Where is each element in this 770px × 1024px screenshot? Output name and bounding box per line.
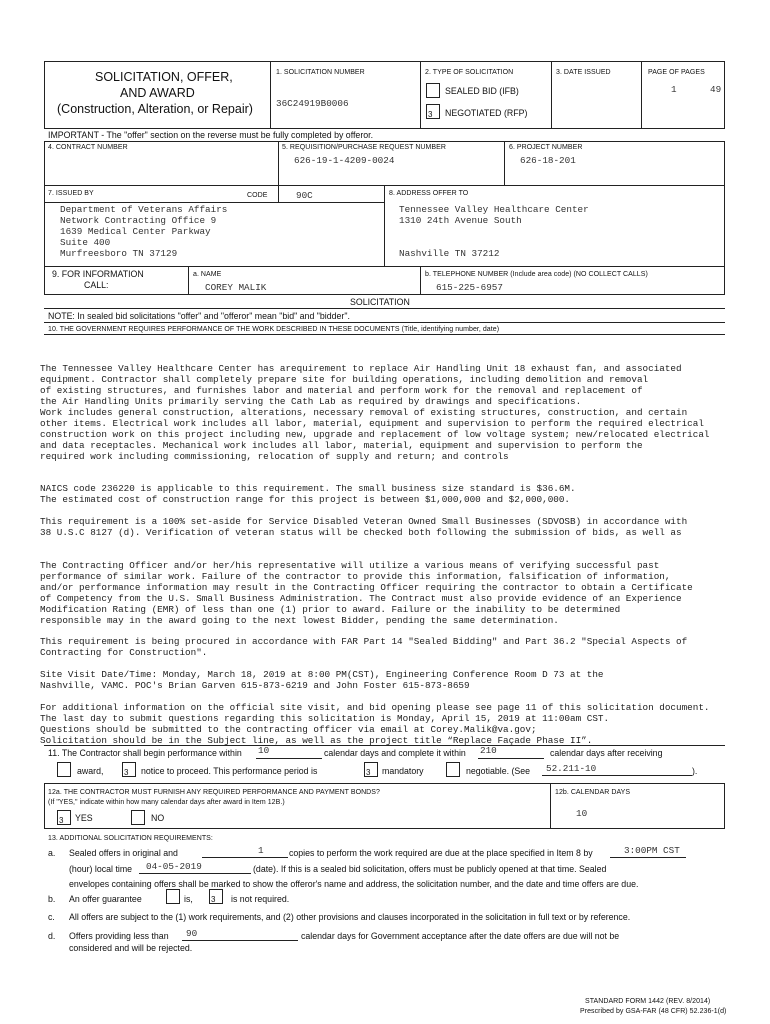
item-13d-text1: Offers providing less than xyxy=(69,931,169,941)
award-label: award, xyxy=(77,766,104,776)
issued-by-line-2: Network Contracting Office 9 xyxy=(60,215,217,226)
description-line: The estimated cost of construction range for this project is between $1,000,000 and $2,000,000. xyxy=(40,494,571,505)
contact-name-label: a. NAME xyxy=(193,271,222,278)
description-line: NAICS code 236220 is applicable to this requirement. The small business size standard is $36.6M. xyxy=(40,483,576,494)
requisition-value[interactable]: 626-19-1-4209-0024 xyxy=(294,155,395,166)
item-11-text-a: 11. The Contractor shall begin performance within xyxy=(48,748,242,758)
start-days-value[interactable]: 10 xyxy=(258,745,270,756)
issued-by-line-5: Murfreesboro TN 37129 xyxy=(60,248,178,259)
item-13b-letter: b. xyxy=(48,894,56,904)
calendar-days-value[interactable]: 10 xyxy=(576,808,588,819)
description-line: equipment. Contractor shall completely prepare site for building operations, including demolition and removal xyxy=(40,374,649,385)
description-line: 38 U.S.C 8127 (d). Verification of veteran status will be checked both following the submission of bids, as well as xyxy=(40,527,682,538)
item-13c-text: All offers are subject to the (1) work requirements, and (2) other provisions and clauses incorporated in the solicitation in full text or by reference. xyxy=(69,912,631,922)
item-13d-letter: d. xyxy=(48,931,56,941)
info-call-label-2: CALL: xyxy=(84,280,109,290)
important-note: IMPORTANT - The "offer" section on the reverse must be fully completed by offeror. xyxy=(48,130,374,140)
description-line: required work including commissioning, relocation of supply and return; and controls xyxy=(40,451,509,462)
sealed-bid-checkbox[interactable] xyxy=(426,83,440,98)
guarantee-is-checkbox[interactable] xyxy=(166,889,180,904)
negotiable-checkbox[interactable] xyxy=(446,762,460,777)
description-line: The last day to submit questions regarding this solicitation is Monday, April 15, 2019 at 11:00am CST. xyxy=(40,713,610,724)
info-call-label-1: 9. FOR INFORMATION xyxy=(52,269,144,279)
issued-by-line-1: Department of Veterans Affairs xyxy=(60,204,228,215)
telephone-value[interactable]: 615-225-6957 xyxy=(436,282,503,293)
description-line: The Contracting Officer and/or her/his representative will utilize a various means of verifying successful past xyxy=(40,560,660,571)
project-number-value[interactable]: 626-18-201 xyxy=(520,155,576,166)
description-line: Work includes general construction, alterations, necessary removal of existing structures, construction, and certain xyxy=(40,407,688,418)
notice-to-proceed-checkbox[interactable] xyxy=(122,762,136,777)
issued-by-line-3: 1639 Medical Center Parkway xyxy=(60,226,211,237)
due-time-value[interactable]: 3:00PM CST xyxy=(624,845,680,856)
contract-number-label: 4. CONTRACT NUMBER xyxy=(48,144,128,151)
description-line: Questions should be submitted to the contracting officer via email at Corey.Malik@va.gov; xyxy=(40,724,537,735)
bonds-label: 12a. THE CONTRACTOR MUST FURNISH ANY REQUIRED PERFORMANCE AND PAYMENT BONDS? xyxy=(48,789,380,796)
solicitation-type-label: 2. TYPE OF SOLICITATION xyxy=(425,69,514,76)
item-13a-text3: (hour) local time xyxy=(69,864,133,874)
address-offer-line-4: Nashville TN 37212 xyxy=(399,248,500,259)
item-13a-text4: (date). If this is a sealed bid solicitation, offers must be publicly opened at that time. Sealed xyxy=(253,864,607,874)
complete-days-value[interactable]: 210 xyxy=(480,745,497,756)
bonds-yes-label: YES xyxy=(75,813,93,823)
description-line: and/or performance information may result in the Contracting Officer requiring the contractor to obtain a Certificate xyxy=(40,582,693,593)
date-issued-label: 3. DATE ISSUED xyxy=(556,69,611,76)
item-13a-text1: Sealed offers in original and xyxy=(69,848,178,858)
item-13c-letter: c. xyxy=(48,912,55,922)
mandatory-checkbox[interactable] xyxy=(364,762,378,777)
negotiated-checkbox[interactable] xyxy=(426,104,440,119)
issued-by-line-4: Suite 400 xyxy=(60,237,111,248)
additional-requirements-label: 13. ADDITIONAL SOLICITATION REQUIREMENTS: xyxy=(48,835,213,842)
bonds-yes-check-mark: 3 xyxy=(59,816,64,825)
acceptance-days-value[interactable]: 90 xyxy=(186,928,198,939)
form-number: STANDARD FORM 1442 (REV. 8/2014) xyxy=(585,998,711,1005)
guarantee-not-check-mark: 3 xyxy=(211,895,216,904)
notice-check-mark: 3 xyxy=(124,768,129,777)
guarantee-is-label: is, xyxy=(184,894,193,904)
solicitation-number-value[interactable]: 36C24919B0006 xyxy=(276,98,349,109)
negotiated-label: NEGOTIATED (RFP) xyxy=(445,108,528,118)
page-total: 49 xyxy=(710,84,722,95)
description-line: Modification Rating (EMR) of less than one (1) prior to award. Failure or the inability to be determined xyxy=(40,604,621,615)
negotiable-label: negotiable. (See xyxy=(466,766,531,776)
project-number-label: 6. PROJECT NUMBER xyxy=(509,144,583,151)
contact-name-value[interactable]: COREY MALIK xyxy=(205,282,267,293)
code-label: CODE xyxy=(247,192,268,199)
guarantee-not-checkbox[interactable] xyxy=(209,889,223,904)
page-of-pages-label: PAGE OF PAGES xyxy=(648,69,705,76)
item-13d-text2: calendar days for Government acceptance after the date offers are due will not be xyxy=(301,931,620,941)
description-line: construction work on this project including new, upgrade and replacement of low voltage system; new/relocated electrical xyxy=(40,429,710,440)
description-line: performance of similar work. Failure of the contractor to provide this information, falsification of information, xyxy=(40,571,671,582)
see-clause-value[interactable]: 52.211-10 xyxy=(546,763,597,774)
sealed-bid-label: SEALED BID (IFB) xyxy=(445,86,519,96)
description-line: Solicitation should be in the Subject line, as well as the project title “Replace Façade Phase II”. xyxy=(40,735,593,746)
mandatory-check-mark: 3 xyxy=(366,768,371,777)
form-title-line3: (Construction, Alteration, or Repair) xyxy=(57,102,253,116)
item-10-label: 10. THE GOVERNMENT REQUIRES PERFORMANCE OF THE WORK DESCRIBED IN THESE DOCUMENTS (Title, identifying number, date) xyxy=(48,326,500,333)
address-offer-line-2: 1310 24th Avenue South xyxy=(399,215,522,226)
item-13a-text2: copies to perform the work required are due at the place specified in Item 8 by xyxy=(289,848,593,858)
mandatory-label: mandatory xyxy=(382,766,424,776)
notice-label: notice to proceed. This performance period is xyxy=(141,766,318,776)
item-13a-text5: envelopes containing offers shall be marked to show the offeror's name and address, the solicitation number, and the date and time offers are due. xyxy=(69,879,639,889)
description-line: of Competency from the U.S. Small Business Administration. The Contract must also provide evidence of an Experience xyxy=(40,593,682,604)
page-current: 1 xyxy=(671,84,677,95)
description-line: of existing structures, and furnishes labor and material and perform work for the removal and replacement of xyxy=(40,385,643,396)
item-11-text-b: calendar days and complete it within xyxy=(324,748,466,758)
bonds-no-checkbox[interactable] xyxy=(131,810,145,825)
bonds-yes-checkbox[interactable] xyxy=(57,810,71,825)
code-value[interactable]: 90C xyxy=(296,190,313,201)
description-line: other items. Electrical work includes all labor, material, equipment and supervision to perform the required electrical xyxy=(40,418,704,429)
bonds-sub-label: (If "YES," indicate within how many calendar days after award in Item 12B.) xyxy=(48,799,285,806)
solicitation-number-label: 1. SOLICITATION NUMBER xyxy=(276,69,365,76)
form-prescribed-by: Prescribed by GSA-FAR (48 CFR) 52.236-1(d) xyxy=(580,1008,727,1015)
description-line: responsible may in the award going to the next lowest Bidder, pending the same determination. xyxy=(40,615,559,626)
description-line: the Air Handling Units primarily serving the Cath Lab as required by drawings and specifications. xyxy=(40,396,582,407)
sealed-bid-note: NOTE: In sealed bid solicitations "offer" and "offeror" mean "bid" and "bidder". xyxy=(48,311,350,321)
due-date-value[interactable]: 04-05-2019 xyxy=(146,861,202,872)
item-13d-text3: considered and will be rejected. xyxy=(69,943,193,953)
item-11-close: ). xyxy=(692,766,698,776)
bonds-no-label: NO xyxy=(151,813,165,823)
description-line: Nashville, VAMC. POC's Brian Garven 615-873-6219 and John Foster 615-873-8659 xyxy=(40,680,470,691)
address-offer-line-1: Tennessee Valley Healthcare Center xyxy=(399,204,589,215)
address-offer-label: 8. ADDRESS OFFER TO xyxy=(389,190,469,197)
copies-value[interactable]: 1 xyxy=(258,845,264,856)
description-line: This requirement is being procured in accordance with FAR Part 14 "Sealed Bidding" and Part 36.2 "Special Aspects of xyxy=(40,636,688,647)
item-13b-text1: An offer guarantee xyxy=(69,894,142,904)
telephone-label: b. TELEPHONE NUMBER (Include area code) (NO COLLECT CALLS) xyxy=(425,271,648,278)
solicitation-heading: SOLICITATION xyxy=(350,297,410,307)
form-title-line1: SOLICITATION, OFFER, xyxy=(95,70,233,84)
calendar-days-label: 12b. CALENDAR DAYS xyxy=(555,789,631,796)
item-11-text-c: calendar days after receiving xyxy=(550,748,663,758)
guarantee-not-label: is not required. xyxy=(231,894,290,904)
issued-by-label: 7. ISSUED BY xyxy=(48,190,94,197)
description-line: For additional information on the official site visit, and bid opening please see page 11 of this solicitation document. xyxy=(40,702,710,713)
item-13a-letter: a. xyxy=(48,848,56,858)
form-title-line2: AND AWARD xyxy=(120,86,195,100)
negotiated-check-mark: 3 xyxy=(428,110,433,119)
description-line: The Tennessee Valley Healthcare Center has arequirement to replace Air Handling Unit 18 exhaust fan, and associated xyxy=(40,363,682,374)
award-checkbox[interactable] xyxy=(57,762,71,777)
requisition-label: 5. REQUISITION/PURCHASE REQUEST NUMBER xyxy=(282,144,446,151)
description-line: Site Visit Date/Time: Monday, March 18, 2019 at 8:00 PM(CST), Engineering Conference Room D 73 at the xyxy=(40,669,604,680)
description-line: and data receptacles. Mechanical work includes all labor, material, equipment and supervision to perform the xyxy=(40,440,643,451)
description-line: Contracting for Construction". xyxy=(40,647,208,658)
description-line: This requirement is a 100% set-aside for Service Disabled Veteran Owned Small Businesses (SDVOSB) in accordance with xyxy=(40,516,688,527)
